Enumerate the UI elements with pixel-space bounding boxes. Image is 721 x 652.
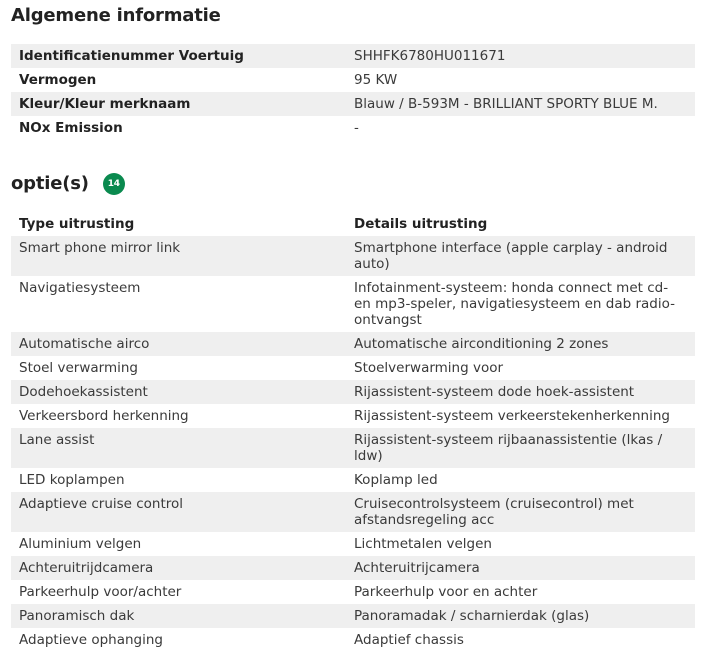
option-type: Panoramisch dak [19, 608, 135, 624]
info-label: Identificatienummer Voertuig [19, 48, 244, 64]
option-row [11, 236, 695, 276]
options-header-row [11, 212, 695, 236]
options-title [11, 173, 125, 195]
info-value: SHHFK6780HU011671 [354, 48, 506, 64]
option-row [11, 580, 695, 604]
option-details: Parkeerhulp voor en achter [354, 584, 538, 600]
option-type: Aluminium velgen [19, 536, 142, 552]
option-details: Smartphone interface (apple carplay - android auto) [354, 240, 668, 272]
option-row [11, 628, 695, 652]
option-row [11, 380, 695, 404]
option-row [11, 276, 695, 332]
general-info-title: Algemene informatie [11, 5, 221, 26]
option-row [11, 356, 695, 380]
option-row [11, 604, 695, 628]
option-type: Lane assist [19, 432, 95, 448]
header-details: Details uitrusting [354, 216, 488, 232]
option-details: Rijassistent-systeem rijbaanassistentie (lkas / ldw) [354, 432, 663, 464]
option-type: Smart phone mirror link [19, 240, 181, 256]
option-details: Panoramadak / scharnierdak (glas) [354, 608, 590, 624]
option-row [11, 532, 695, 556]
option-type: Adaptieve ophanging [19, 632, 164, 648]
info-value: - [354, 120, 359, 136]
option-details: Lichtmetalen velgen [354, 536, 492, 552]
info-row [11, 44, 695, 68]
option-details: Stoelverwarming voor [354, 360, 504, 376]
option-row [11, 428, 695, 468]
info-label: NOx Emission [19, 120, 123, 136]
option-details: Koplamp led [354, 472, 438, 488]
option-details: Automatische airconditioning 2 zones [354, 336, 609, 352]
info-label: Kleur/Kleur merknaam [19, 96, 191, 112]
info-value: 95 KW [354, 72, 398, 88]
option-type: Navigatiesysteem [19, 280, 141, 296]
option-type: Parkeerhulp voor/achter [19, 584, 182, 600]
options-title-text: optie(s) [11, 173, 89, 194]
option-details: Adaptief chassis [354, 632, 464, 648]
option-details: Rijassistent-systeem verkeerstekenherkenning [354, 408, 670, 424]
option-type: LED koplampen [19, 472, 125, 488]
option-type: Achteruitrijdcamera [19, 560, 154, 576]
info-row [11, 68, 695, 92]
option-type: Automatische airco [19, 336, 150, 352]
options-table [11, 212, 695, 652]
option-type: Dodehoekassistent [19, 384, 148, 400]
option-details: Cruisecontrolsysteem (cruisecontrol) met afstandsregeling acc [354, 496, 634, 528]
option-details: Rijassistent-systeem dode hoek-assistent [354, 384, 635, 400]
option-row [11, 492, 695, 532]
header-type: Type uitrusting [19, 216, 135, 232]
option-details: Infotainment-systeem: honda connect met cd- en mp3-speler, navigatiesysteem en dab radio-ontvangst [354, 280, 675, 328]
option-row [11, 468, 695, 492]
option-type: Adaptieve cruise control [19, 496, 184, 512]
info-value: Blauw / B-593M - BRILLIANT SPORTY BLUE M. [354, 96, 658, 112]
option-type: Verkeersbord herkenning [19, 408, 189, 424]
option-row [11, 404, 695, 428]
option-row [11, 332, 695, 356]
option-row [11, 556, 695, 580]
option-type: Stoel verwarming [19, 360, 138, 376]
info-row [11, 116, 695, 140]
info-label: Vermogen [19, 72, 97, 88]
options-count-badge: 14 [103, 173, 125, 195]
info-row [11, 92, 695, 116]
option-details: Achteruitrijcamera [354, 560, 480, 576]
general-info-table [11, 44, 695, 140]
